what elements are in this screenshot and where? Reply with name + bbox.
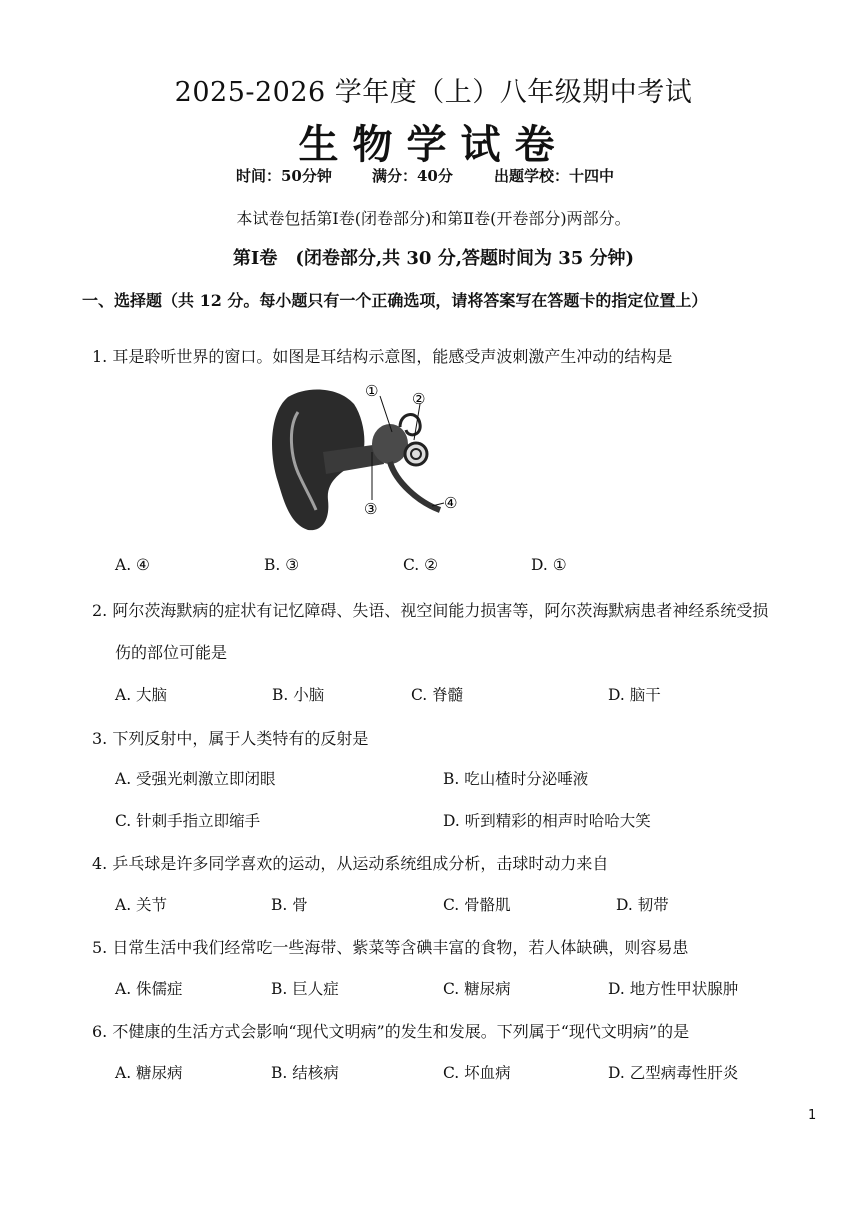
q3-option-b: B. 吃山楂时分泌唾液: [443, 770, 589, 788]
q6-option-c: C. 坏血病: [443, 1064, 511, 1082]
q4-option-b: B. 骨: [271, 896, 308, 914]
page-number: 1: [808, 1108, 817, 1123]
q6-option-d: D. 乙型病毒性肝炎: [608, 1064, 739, 1082]
q3-option-d: D. 听到精彩的相声时哈哈大笑: [443, 812, 651, 830]
q5-option-c: C. 糖尿病: [443, 980, 511, 998]
q1-option-b: B. ③: [264, 556, 300, 574]
question-5-stem: 5. 日常生活中我们经常吃一些海带、紫菜等含碘丰富的食物，若人体缺碘，则容易患: [92, 938, 689, 957]
q5-option-d: D. 地方性甲状腺肿: [608, 980, 739, 998]
exam-time: 时间：50分钟: [236, 167, 332, 185]
q3-option-a: A. 受强光刺激立即闭眼: [115, 770, 276, 788]
q6-option-a: A. 糖尿病: [115, 1064, 183, 1082]
q1-option-d: D. ①: [531, 556, 567, 574]
section-heading: 一、选择题（共 12 分。每小题只有一个正确选项，请将答案写在答题卡的指定位置上）: [82, 291, 708, 310]
full-score: 满分：40分: [372, 167, 453, 185]
question-4-stem: 4. 乒乓球是许多同学喜欢的运动，从运动系统组成分析，击球时动力来自: [92, 854, 609, 873]
exam-school: 出题学校：十四中: [494, 167, 615, 185]
q2-option-b: B. 小脑: [272, 686, 325, 704]
exam-title: 2025-2026 学年度（上）八年级期中考试: [174, 77, 693, 108]
figure-label-1: ①: [365, 382, 379, 400]
q5-option-b: B. 巨人症: [271, 980, 339, 998]
question-2-stem-cont: 伤的部位可能是: [115, 643, 228, 662]
exam-intro: 本试卷包括第Ⅰ卷(闭卷部分)和第Ⅱ卷(开卷部分)两部分。: [236, 209, 631, 228]
question-2-stem: 2. 阿尔茨海默病的症状有记忆障碍、失语、视空间能力损害等，阿尔茨海默病患者神经系统受损: [92, 601, 769, 620]
figure-label-4: ④: [444, 494, 458, 512]
q1-option-c: C. ②: [403, 556, 439, 574]
ear-structure-figure: [268, 382, 478, 532]
q2-option-d: D. 脑干: [608, 686, 661, 704]
figure-label-3: ③: [364, 500, 378, 518]
q1-option-a: A. ④: [115, 556, 150, 574]
question-1-stem: 1. 耳是聆听世界的窗口。如图是耳结构示意图，能感受声波刺激产生冲动的结构是: [92, 347, 673, 366]
q5-option-a: A. 侏儒症: [115, 980, 183, 998]
q4-option-c: C. 骨骼肌: [443, 896, 511, 914]
subject-title: 生物学试卷: [298, 121, 569, 168]
q6-option-b: B. 结核病: [271, 1064, 339, 1082]
q4-option-a: A. 关节: [115, 896, 168, 914]
q2-option-c: C. 脊髓: [411, 686, 464, 704]
volume-heading: 第Ⅰ卷 (闭卷部分,共 30 分,答题时间为 35 分钟): [232, 248, 635, 269]
question-3-stem: 3. 下列反射中，属于人类特有的反射是: [92, 729, 369, 748]
figure-label-2: ②: [412, 390, 426, 408]
q3-option-c: C. 针刺手指立即缩手: [115, 812, 261, 830]
question-6-stem: 6. 不健康的生活方式会影响“现代文明病”的发生和发展。下列属于“现代文明病”的是: [92, 1022, 690, 1041]
q4-option-d: D. 韧带: [616, 896, 669, 914]
q2-option-a: A. 大脑: [115, 686, 168, 704]
